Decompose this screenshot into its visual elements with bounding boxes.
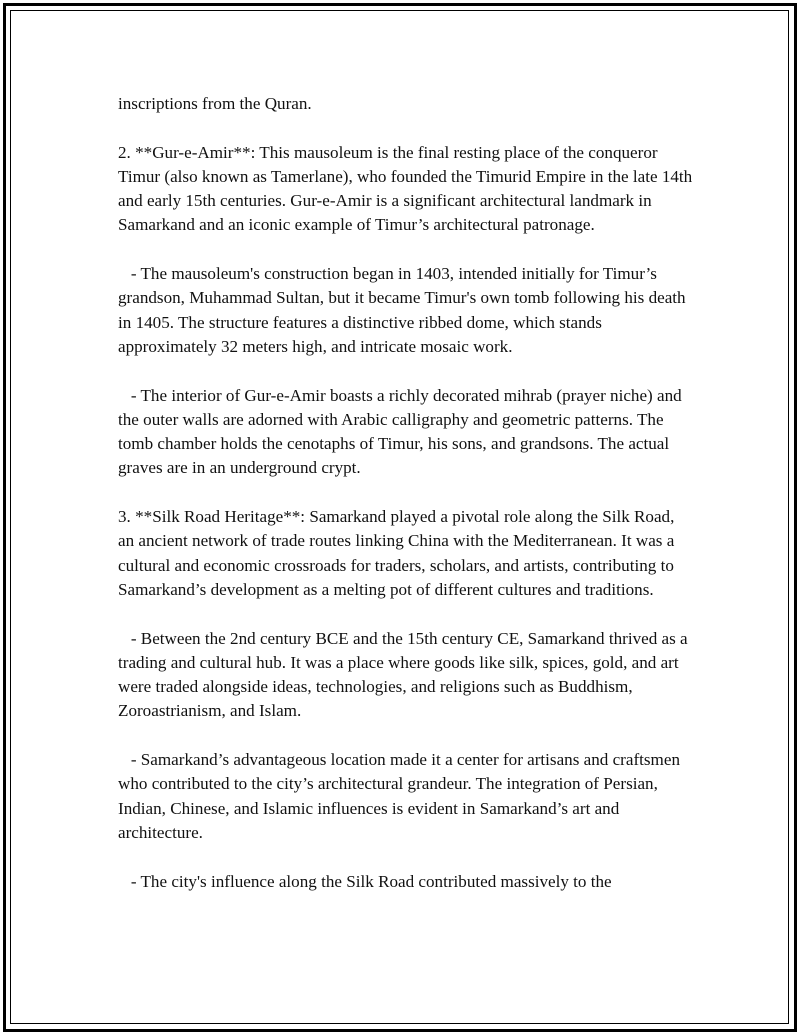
paragraph-silk-road-heritage: 3. **Silk Road Heritage**: Samarkand played a pivotal role along the Silk Road, an ancient network of trade routes linking China with the Mediterranean. It was a cultural and economic crossroads for traders, scholars, and artists, contributing to Samarkand’s development as a melting pot of different cultures and traditions. — [118, 507, 679, 599]
document-body — [118, 92, 697, 918]
paragraph-gur-e-amir-interior: - The interior of Gur-e-Amir boasts a richly decorated mihrab (prayer niche) and the outer walls are adorned with Arabic calligraphy and geometric patterns. The tomb chamber holds the cenotaphs of Timur, his sons, and grandsons. The actual graves are in an underground crypt. — [118, 385, 686, 478]
paragraph-mausoleum-construction: - The mausoleum's construction began in 1403, intended initially for Timur’s grandson, Muhammad Sultan, but it became Timur's own tomb following his death in 1405. The structure features a distinctive ribbed dome, which stands approximately 32 meters high, and intricate mosaic work. — [118, 264, 690, 356]
paragraph-silk-road-influence: - The city's influence along the Silk Road contributed massively to the — [118, 871, 612, 891]
paragraph-gur-e-amir: 2. **Gur-e-Amir**: This mausoleum is the final resting place of the conqueror Timur (also known as Tamerlane), who founded the Timurid Empire in the late 14th and early 15th centuries. Gur-e-Amir is a significant architectural landmark in Samarkand and an iconic example of Timur’s architectural patronage. — [118, 142, 697, 235]
paragraph-trading-hub: - Between the 2nd century BCE and the 15th century CE, Samarkand thrived as a trading and cultural hub. It was a place where goods like silk, spices, gold, and art were traded alongside ideas, technologies, and religions such as Buddhism, Zoroastrianism, and Islam. — [118, 628, 692, 721]
paragraph-quran-inscriptions: inscriptions from the Quran. — [118, 94, 312, 113]
paragraph-artisans-craftsmen: - Samarkand’s advantageous location made it a center for artisans and craftsmen who contributed to the city’s architectural grandeur. The integration of Persian, Indian, Chinese, and Islamic influences is evident in Samarkand’s art and architecture. — [118, 750, 685, 842]
